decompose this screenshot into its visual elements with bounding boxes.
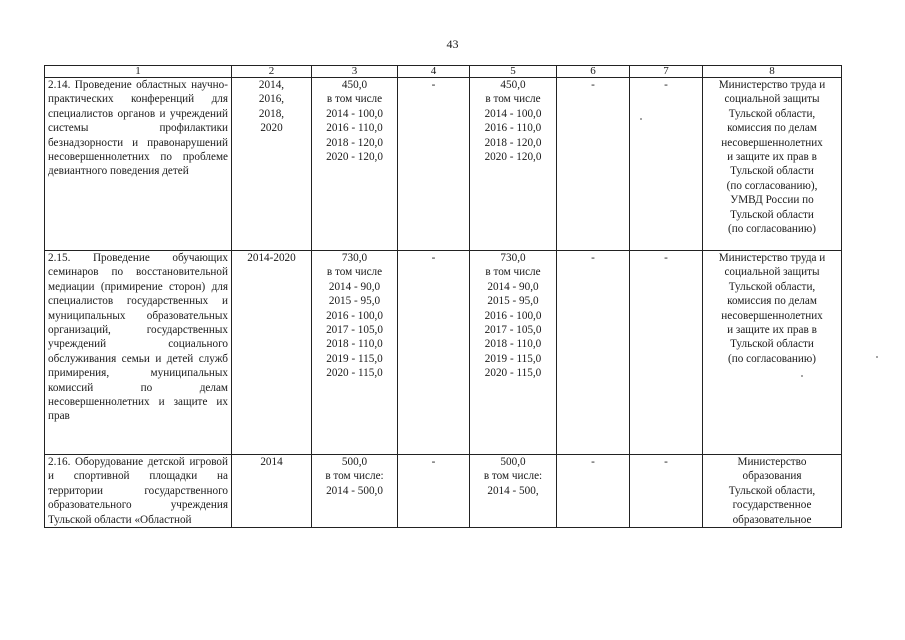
funding-total-cell xyxy=(312,251,398,455)
program-activities-table xyxy=(44,65,842,528)
responsible-line: социальной защиты xyxy=(724,266,820,279)
column-header: 3 xyxy=(312,66,398,78)
responsible-line: Тульской области, xyxy=(728,484,816,497)
years-cell xyxy=(232,455,312,528)
scan-speck xyxy=(801,375,803,377)
column-header: 8 xyxy=(703,66,842,78)
responsible-line: и защите их прав в xyxy=(727,324,817,337)
table-row xyxy=(45,251,842,455)
activity-description xyxy=(45,455,232,528)
responsible-line: Тульской области, xyxy=(728,107,816,120)
responsible-line: Тульской области xyxy=(730,165,814,178)
funding-line: 2020 - 115,0 xyxy=(484,367,542,380)
funding-line: 2018 - 120,0 xyxy=(326,136,383,149)
responsible-line: (по согласованию) xyxy=(728,352,816,365)
funding-line: 2016 - 100,0 xyxy=(326,309,383,322)
funding-line: 2017 - 105,0 xyxy=(326,324,383,337)
responsible-line: несовершеннолетних xyxy=(721,309,823,322)
year-line: 2018, xyxy=(258,107,285,120)
col6-cell: - xyxy=(557,251,630,455)
funding-line: 2020 - 115,0 xyxy=(326,367,383,380)
responsible-line: социальной защиты xyxy=(724,93,820,106)
responsible-cell xyxy=(703,251,842,455)
responsible-cell xyxy=(703,78,842,251)
funding-source-cell xyxy=(470,78,557,251)
column-number-row xyxy=(45,66,842,78)
activity-description: 2.14. Проведение областных научно-практических конференций для специалистов органов и учреждений системы профилактики безнадзорности и правонарушений несовершеннолетних по проблеме девиантного поведения детей xyxy=(45,78,232,251)
funding-line: 730,0 xyxy=(341,252,368,264)
col7-cell: - xyxy=(630,78,703,251)
responsible-line: Тульской области xyxy=(730,338,814,351)
table-row xyxy=(45,78,842,251)
responsible-line: образовательное xyxy=(732,513,812,526)
column-header: 5 xyxy=(470,66,557,78)
funding-line: 2014 - 100,0 xyxy=(326,107,383,120)
responsible-line: образования xyxy=(742,470,802,483)
column-header: 7 xyxy=(630,66,703,78)
funding-total-cell xyxy=(312,455,398,528)
funding-line: 2015 - 95,0 xyxy=(487,295,539,308)
responsible-line: Тульской области xyxy=(730,208,814,221)
funding-line: 2016 - 100,0 xyxy=(484,309,542,322)
col7-cell: - xyxy=(630,251,703,455)
funding-line: 2018 - 110,0 xyxy=(484,338,542,351)
year-line: 2014, xyxy=(258,79,285,91)
funding-line: 2015 - 95,0 xyxy=(328,295,381,308)
responsible-line: (по согласованию), xyxy=(726,179,818,192)
col6-cell: - xyxy=(557,78,630,251)
funding-line: 2020 - 120,0 xyxy=(326,151,383,164)
responsible-line: комиссия по делам xyxy=(727,122,817,135)
funding-line: 2020 - 120,0 xyxy=(484,151,542,164)
year-line: 2020 xyxy=(260,122,283,135)
responsible-line: УМВД России по xyxy=(730,194,814,207)
responsible-cell xyxy=(703,455,842,528)
column-header: 4 xyxy=(398,66,470,78)
funding-line: 730,0 xyxy=(500,252,526,264)
funding-line: 500,0 xyxy=(500,456,526,468)
responsible-line: Тульской области, xyxy=(728,280,816,293)
funding-source-cell xyxy=(470,251,557,455)
funding-line: в том числе xyxy=(326,266,383,279)
funding-total-cell xyxy=(312,78,398,251)
funding-line: 2014 - 90,0 xyxy=(328,280,381,293)
col4-cell: - xyxy=(398,78,470,251)
responsible-line: (по согласованию) xyxy=(728,223,816,236)
responsible-line: несовершеннолетних xyxy=(721,136,823,149)
funding-line: 2014 - 90,0 xyxy=(487,280,539,293)
funding-line: в том числе: xyxy=(483,470,543,483)
funding-line: в том числе xyxy=(485,93,541,106)
col7-cell: - xyxy=(630,455,703,528)
year-line: 2016, xyxy=(258,93,285,106)
responsible-line: Министерство xyxy=(737,456,807,468)
page-number: 43 xyxy=(446,37,459,51)
funding-line: 2014 - 500, xyxy=(487,484,539,497)
col4-cell: - xyxy=(398,455,470,528)
year-line: 2014 xyxy=(260,456,283,468)
funding-line: 450,0 xyxy=(500,79,526,91)
funding-line: 2016 - 110,0 xyxy=(326,122,383,135)
activity-description: 2.15. Проведение обучающих семинаров по восстановительной медиации (примирение сторон) для специалистов государственных и муниципальных образовательных организаций, государственных учреждений социального обслуживания семьи и детей служб примирения, муниципальных комиссий по делам несовершеннолетних и защите их прав xyxy=(45,251,232,455)
funding-source-cell xyxy=(470,455,557,528)
column-header: 2 xyxy=(232,66,312,78)
funding-line: в том числе xyxy=(326,93,383,106)
activity-description-text: 2.16. Оборудование детской игровой и спортивной площадки на территории государственного образовательного учреждения Тульской области «Областной xyxy=(48,456,228,526)
col6-cell: - xyxy=(557,455,630,528)
responsible-line: Министерство труда и xyxy=(718,79,826,91)
funding-line: 2018 - 120,0 xyxy=(484,136,542,149)
column-header: 1 xyxy=(45,66,232,78)
responsible-line: Министерство труда и xyxy=(718,252,826,264)
year-line: 2014-2020 xyxy=(247,252,296,264)
funding-line: 2019 - 115,0 xyxy=(484,352,542,365)
responsible-line: и защите их прав в xyxy=(727,151,817,164)
responsible-line: государственное xyxy=(732,499,812,512)
funding-line: 2019 - 115,0 xyxy=(326,352,383,365)
funding-line: 2017 - 105,0 xyxy=(484,324,542,337)
funding-line: 2014 - 100,0 xyxy=(484,107,542,120)
funding-line: в том числе: xyxy=(325,470,384,483)
funding-line: в том числе xyxy=(485,266,541,279)
responsible-line: комиссия по делам xyxy=(727,295,817,308)
funding-line: 2016 - 110,0 xyxy=(484,122,542,135)
funding-line: 500,0 xyxy=(341,456,368,468)
col4-cell: - xyxy=(398,251,470,455)
years-cell xyxy=(232,78,312,251)
column-header: 6 xyxy=(557,66,630,78)
funding-line: 450,0 xyxy=(341,79,368,91)
scan-speck xyxy=(876,356,878,358)
funding-line: 2018 - 110,0 xyxy=(326,338,383,351)
scan-speck xyxy=(640,118,642,120)
table-row xyxy=(45,455,842,528)
years-cell xyxy=(232,251,312,455)
funding-line: 2014 - 500,0 xyxy=(326,484,383,497)
